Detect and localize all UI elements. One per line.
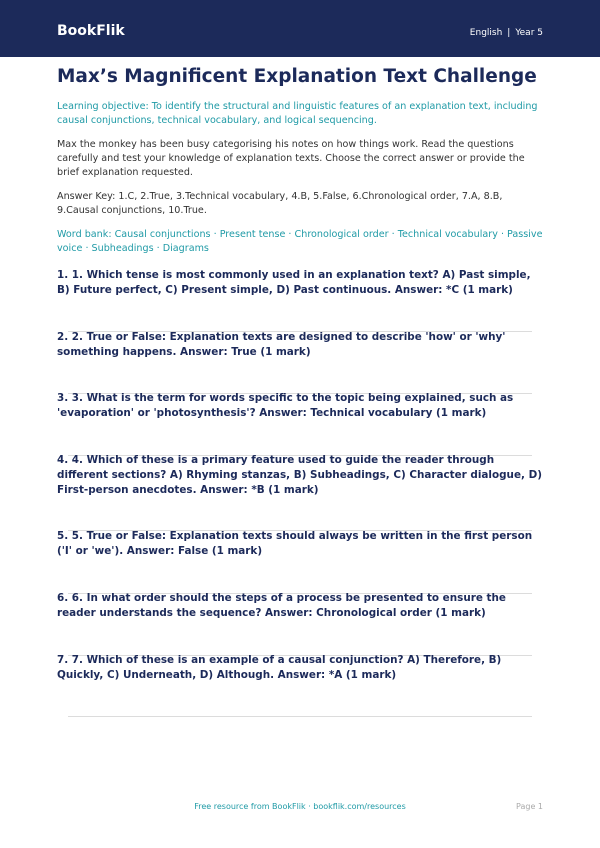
learning-objective: Learning objective: To identify the structural and linguistic features of an explanation text, including causal conjunctions, technical vocabulary, and logical sequencing. [57,101,538,126]
answer-key: Answer Key: 1.C, 2.True, 3.Technical vocabulary, 4.B, 5.False, 6.Chronological order, 7.A, 8.B, 9.Causal conjunctions, 10.True. [57,191,503,216]
intro-paragraph: Max the monkey has been busy categorising his notes on how things work. Read the questions carefully and test your knowledge of explanation texts. Choose the correct answer or provide the brief explanation requested. [57,139,525,178]
question-4: 4. 4. Which of these is a primary feature used to guide the reader through different sections? A) Rhyming stanzas, B) Subheadings, C) Character dialogue, D) First-person anecdotes. Answer: *B (1 mark) [57,454,542,496]
question-2: 2. 2. True or False: Explanation texts are designed to describe 'how' or 'why' something happens. Answer: True (1 mark) [57,331,506,358]
page-header [0,0,600,57]
word-bank: Word bank: Causal conjunctions · Present tense · Chronological order · Technical vocabulary · Passive voice · Subheadings · Diagrams [57,229,543,254]
page-title: Max’s Magnificent Explanation Text Challenge [57,66,537,87]
question-6: 6. 6. In what order should the steps of a process be presented to ensure the reader understands the sequence? Answer: Chronological order (1 mark) [57,592,506,619]
separator: | [507,28,511,38]
answer-line [68,716,532,717]
footer-credit: Free resource from BookFlik · bookflik.com/resources [194,802,406,811]
question-5: 5. 5. True or False: Explanation texts should always be written in the first person ('I' or 'we'). Answer: False (1 mark) [57,530,533,557]
subject-year-label [470,28,543,38]
intro-section [57,66,543,256]
brand-logo: BookFlik [57,23,125,39]
page-number: Page 1 [516,802,543,811]
question-1: 1. 1. Which tense is most commonly used in an explanation text? A) Past simple, B) Future perfect, C) Present simple, D) Past continuous. Answer: *C (1 mark) [57,269,531,296]
year-label: Year 5 [515,28,543,38]
question-7: 7. 7. Which of these is an example of a causal conjunction? A) Therefore, B) Quickly, C) Underneath, D) Although. Answer: *A (1 mark) [57,654,502,681]
question-3: 3. 3. What is the term for words specific to the topic being explained, such as 'evaporation' or 'photosynthesis'? Answer: Technical vocabulary (1 mark) [57,392,514,419]
subject-label: English [469,28,503,38]
